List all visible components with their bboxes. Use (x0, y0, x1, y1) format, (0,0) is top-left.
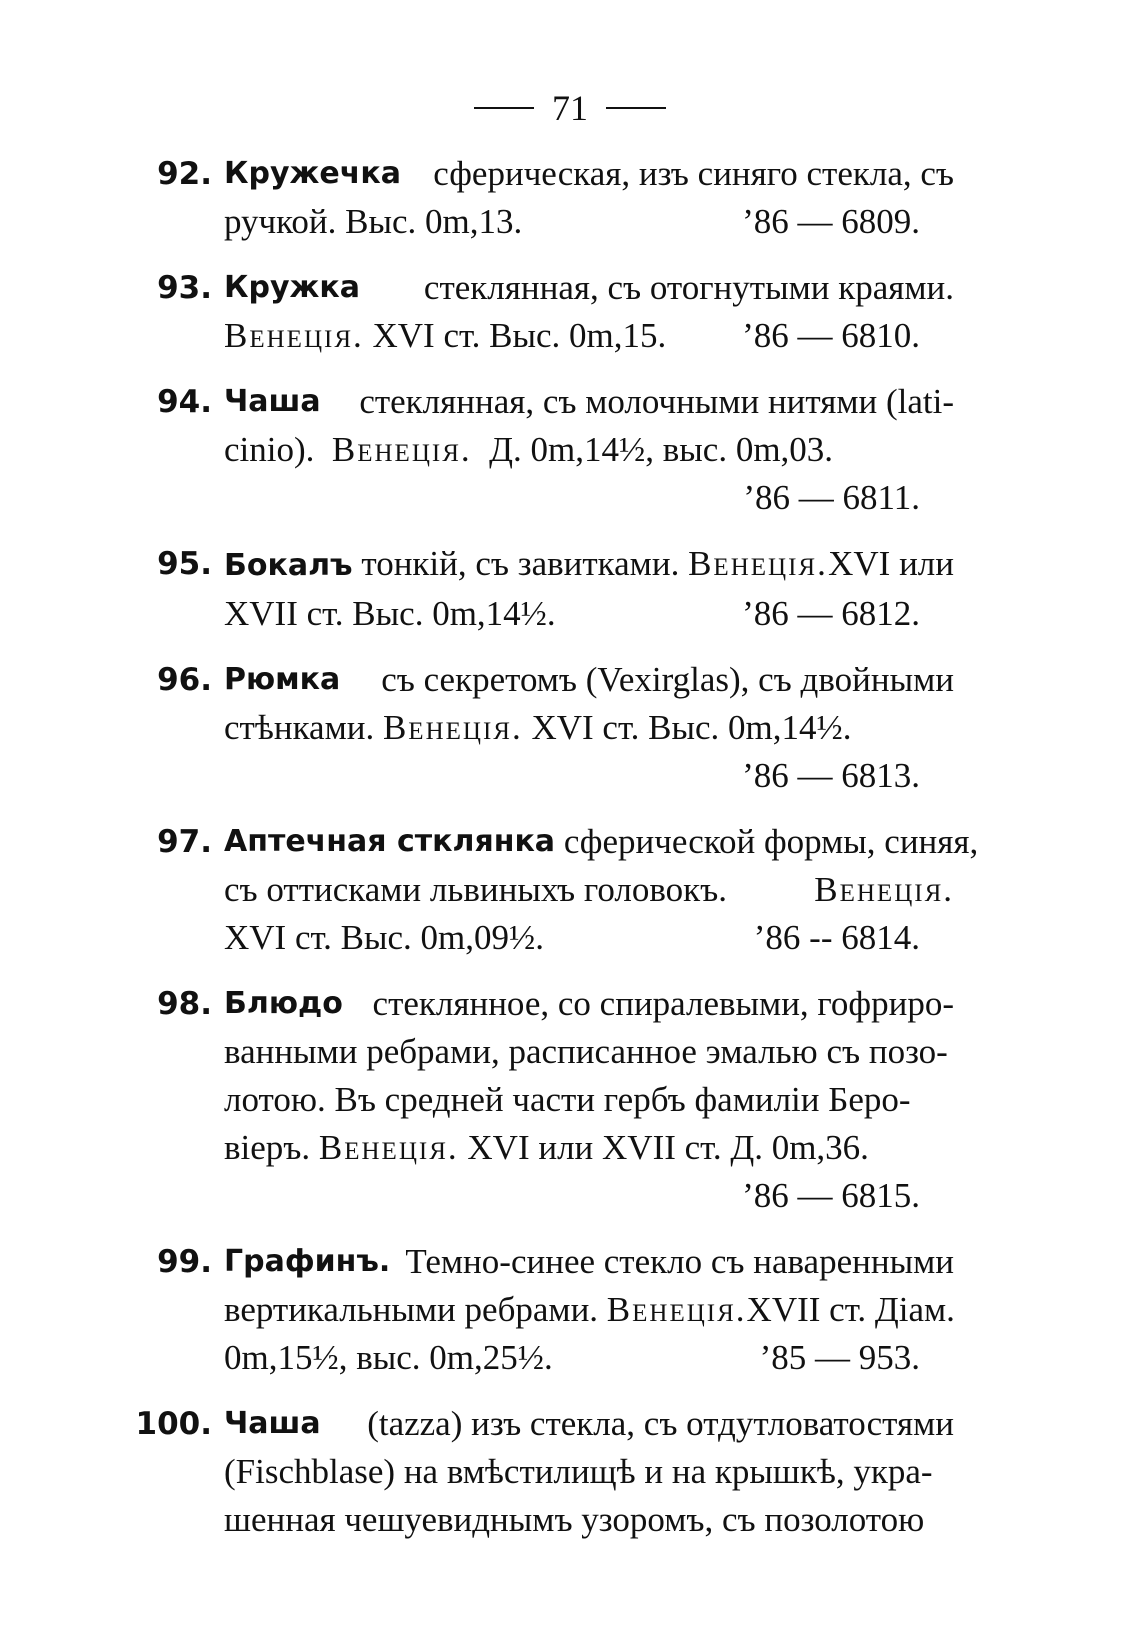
entry-98 (0, 980, 1140, 1220)
entry-94 (0, 378, 1140, 522)
entry-100 (0, 1400, 1140, 1544)
entry-text: Темно-синее стекло съ наваренными (405, 1242, 954, 1281)
place-name: Венеція. (814, 870, 954, 909)
catalog-entries (0, 150, 1140, 1562)
page-number: 71 (552, 88, 588, 128)
entry-reference: ’86 — 6810. (742, 316, 920, 355)
place-name: Венеція. (318, 1128, 459, 1167)
entry-99 (0, 1238, 1140, 1382)
entry-text: cinio). (224, 430, 315, 469)
entry-95 (0, 540, 1140, 638)
entry-text: 0m,15½, выс. 0m,25½. (224, 1338, 553, 1377)
entry-text: съ секретомъ (Vexirglas), съ двойными (381, 660, 954, 699)
entry-number: 95. (157, 546, 212, 582)
entry-title: Графинъ. (224, 1244, 391, 1279)
entry-number: 92. (157, 156, 212, 192)
entry-reference: ’86 — 6813. (742, 756, 920, 795)
entry-text: сферической формы, синяя, (563, 822, 979, 861)
entry-title: Бокалъ (224, 548, 353, 583)
place-name: Венеція. (688, 544, 828, 583)
entry-reference: ’85 — 953. (759, 1338, 920, 1377)
entry-number: 94. (157, 384, 212, 420)
entry-text: XVII ст. Выс. 0m,14½. (224, 594, 556, 633)
entry-text: XVI или (828, 544, 954, 583)
place-name: Венеція. (224, 316, 364, 355)
entry-text: шенная чешуевиднымъ узоромъ, съ позолотою (224, 1500, 925, 1539)
entry-text: тонкій, съ завитками. (361, 544, 680, 583)
entry-93 (0, 264, 1140, 360)
entry-text: ванными ребрами, расписанное эмалью съ позо- (224, 1032, 948, 1071)
entry-text: сферическая, изъ синяго стекла, съ (433, 154, 954, 193)
entry-number: 98. (157, 986, 212, 1022)
entry-number: 96. (157, 662, 212, 698)
entry-92 (0, 150, 1140, 246)
entry-number: 97. (157, 824, 212, 860)
entry-96 (0, 656, 1140, 800)
place-name: Венеція. (606, 1290, 747, 1329)
entry-text: ручкой. Выс. 0m,13. (224, 202, 523, 241)
entry-title: Кружка (224, 270, 361, 305)
entry-title: Чаша (224, 1406, 321, 1441)
entry-reference: ’86 -- 6814. (753, 918, 920, 957)
entry-text: XVI ст. Выс. 0m,09½. (224, 918, 545, 957)
entry-text: Д. 0m,14½, выс. 0m,03. (489, 430, 834, 469)
entry-number: 99. (157, 1244, 212, 1280)
entry-reference: ’86 — 6811. (743, 478, 920, 517)
entry-text: стеклянная, съ молочными нитями (lati- (359, 382, 954, 421)
entry-text: (tazza) изъ стекла, съ отдутловатостями (367, 1404, 954, 1443)
entry-title: Чаша (224, 384, 321, 419)
entry-text: XVII ст. Діам. (746, 1290, 955, 1329)
page-header (0, 88, 1140, 128)
entry-text: XVI ст. Выс. 0m,15. (372, 316, 667, 355)
header-rule-left (474, 107, 534, 109)
entry-title: Аптечная стклянка (224, 824, 556, 859)
entry-title: Блюдо (224, 986, 343, 1021)
entry-text: съ оттисками львиныхъ головокъ. (224, 870, 727, 909)
entry-number: 100. (135, 1406, 212, 1442)
header-rule-right (606, 107, 666, 109)
entry-text: XVI или XVII ст. Д. 0m,36. (467, 1128, 869, 1167)
entry-text: XVI ст. Выс. 0m,14½. (531, 708, 852, 747)
entry-reference: ’86 — 6815. (742, 1176, 920, 1215)
entry-reference: ’86 — 6809. (742, 202, 920, 241)
entry-text: вертикальными ребрами. (224, 1290, 599, 1329)
entry-text: стеклянная, съ отогнутыми краями. (423, 268, 954, 307)
entry-text: (Fischblase) на вмѣстилищѣ и на крышкѣ, укра- (224, 1452, 933, 1491)
entry-title: Рюмка (224, 662, 341, 697)
place-name: Венеція. (382, 708, 523, 747)
entry-text: віеръ. (224, 1128, 311, 1167)
entry-title: Кружечка (224, 156, 401, 191)
entry-97 (0, 818, 1140, 962)
place-name: Венеція. (331, 430, 472, 469)
entry-text: лотою. Въ средней части гербъ фамиліи Беро- (224, 1080, 911, 1119)
entry-reference: ’86 — 6812. (742, 594, 920, 633)
entry-text: стѣнками. (224, 708, 375, 747)
entry-number: 93. (157, 270, 212, 306)
entry-text: стеклянное, со спиралевыми, гофриро- (372, 984, 954, 1023)
